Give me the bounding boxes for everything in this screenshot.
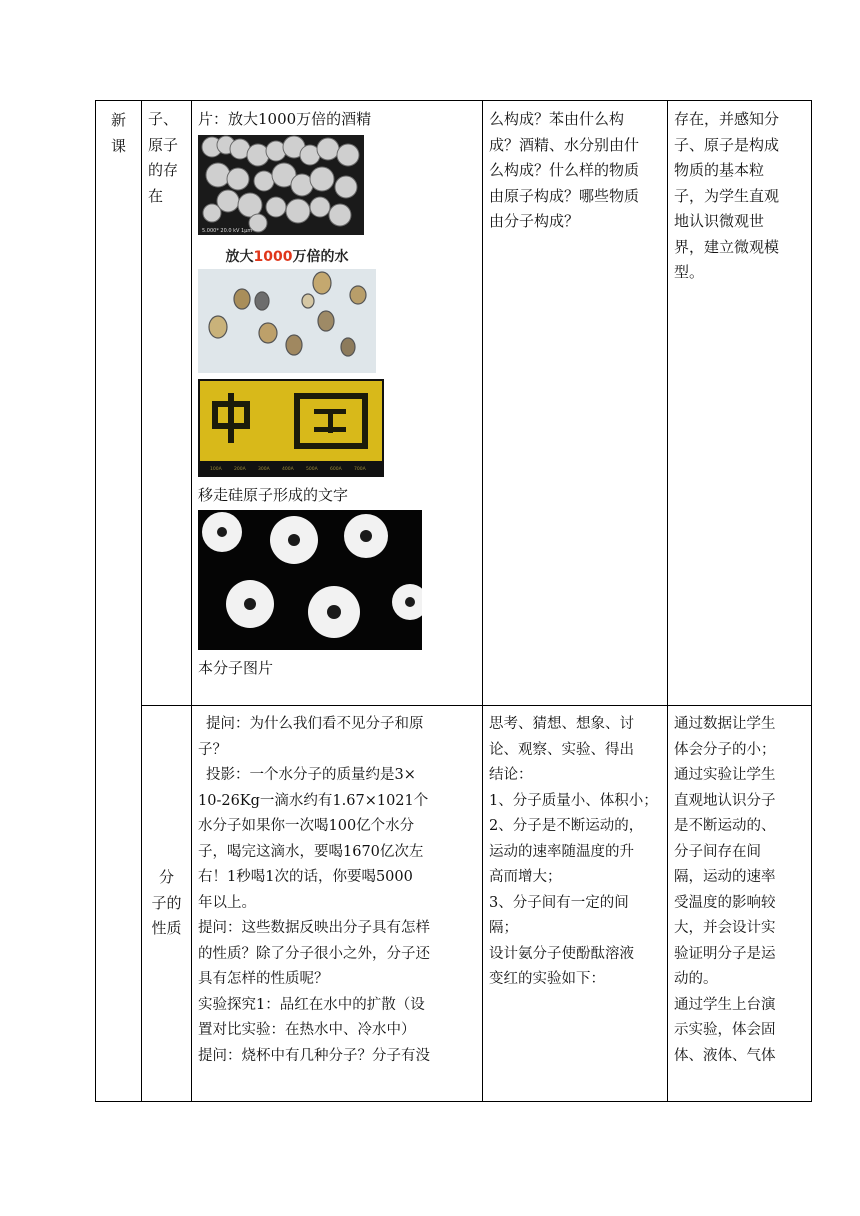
- content-line: 投影：一个水分子的质量约是3×: [206, 767, 416, 783]
- silicon-atoms-image: [198, 379, 384, 477]
- activity-line: 变红的实验如下：: [489, 971, 605, 987]
- content-line: 子，喝完这滴水，要喝1670亿次左: [198, 843, 424, 860]
- topic-line: 分: [158, 868, 174, 887]
- content-line: 提问：这些数据反映出分子具有怎样: [198, 920, 430, 936]
- topic-cell: [142, 706, 192, 1102]
- topic-line: 子的: [151, 893, 182, 912]
- intent-line: 子，为学生直观: [674, 186, 780, 205]
- alcohol-microscope-image: [198, 135, 364, 235]
- intent-line: 受温度的影响较: [674, 894, 776, 911]
- topic-line: 子、: [148, 110, 179, 128]
- content-line: 置对比实验：在热水中、冷水中）: [198, 1022, 416, 1038]
- intent-line: 通过实验让学生: [674, 767, 776, 783]
- activity-line: 运动的速率随温度的升: [489, 843, 634, 860]
- activity-line: 2、分子是不断运动的，: [489, 818, 644, 834]
- scale-tick-label: 400A: [282, 466, 294, 472]
- intent-line: 体、液体、气体: [674, 1047, 776, 1064]
- topic-cell: [142, 101, 192, 706]
- content-line: 水分子如果你一次喝100亿个水分: [198, 818, 415, 834]
- alcohol-caption: 片：放大1000万倍的酒精: [198, 110, 372, 128]
- activity-line: 隔；: [489, 920, 518, 936]
- content-line: 提问：为什么我们看不见分子和原: [206, 716, 424, 732]
- activity-line: 1、分子质量小、体积小；: [489, 792, 658, 809]
- activity-line: 么构成？苯由什么构: [489, 110, 625, 128]
- activity-line: 么构成？什么样的物质: [489, 161, 640, 179]
- intent-cell: [668, 101, 812, 706]
- benzene-caption: 本分子图片: [198, 659, 274, 677]
- student-activity-cell: [483, 101, 668, 706]
- intent-line: 分子间存在间: [674, 843, 761, 860]
- intent-cell: [668, 706, 812, 1102]
- intent-line: 通过数据让学生: [674, 716, 776, 732]
- table-row: [96, 101, 812, 706]
- svg-text:放大1000万倍的水: [226, 248, 349, 265]
- scale-tick-label: 500A: [306, 466, 318, 472]
- intent-line: 动的。: [674, 971, 718, 987]
- intent-line: 型。: [674, 263, 705, 281]
- activity-line: 由原子构成？哪些物质: [489, 186, 640, 205]
- intent-line: 子、原子是构成: [674, 135, 780, 154]
- content-cell: [192, 101, 483, 706]
- scale-tick-label: 300A: [258, 466, 270, 472]
- water-title-number: 1000: [253, 248, 293, 265]
- content-line: 子？: [198, 741, 227, 758]
- topic-line: 性质: [151, 919, 182, 938]
- activity-line: 高而增大；: [489, 869, 562, 885]
- topic-line: 在: [148, 186, 164, 205]
- activity-line: 3、分子间有一定的间: [489, 894, 629, 911]
- topic-line: 的存: [148, 161, 179, 179]
- content-line: 右！1秒喝1次的话，你要喝5000: [198, 869, 413, 885]
- water-title-suffix: 万倍的水: [292, 248, 349, 265]
- activity-line: 设计氨分子使酚酞溶液: [489, 945, 634, 962]
- intent-line: 验证明分子是运: [674, 945, 776, 962]
- intent-line: 大，并会设计实: [674, 920, 776, 936]
- intent-line: 地认识微观世: [674, 212, 765, 230]
- content-line: 实验探究1：品红在水中的扩散（设: [198, 996, 425, 1013]
- intent-line: 存在，并感知分: [674, 110, 780, 128]
- lesson-plan-table: [95, 100, 812, 1102]
- stage-cell: [96, 101, 142, 1102]
- content-cell: [192, 706, 483, 1102]
- intent-line: 直观地认识分子: [674, 792, 776, 809]
- intent-line: 体会分子的小；: [674, 741, 776, 758]
- table-row: [96, 706, 812, 1102]
- intent-line: 界，建立微观模: [674, 237, 780, 256]
- student-activity-cell: [483, 706, 668, 1102]
- scale-tick-label: 100A: [210, 466, 222, 472]
- content-line: 提问：烧杯中有几种分子？分子有没: [198, 1047, 430, 1064]
- stage-label: 新课: [110, 111, 126, 155]
- scale-tick-label: 200A: [234, 466, 246, 472]
- scale-tick-label: 600A: [330, 466, 342, 472]
- benzene-molecule-image: [198, 510, 422, 650]
- water-microscope-image: [198, 241, 376, 373]
- silicon-caption: 移走硅原子形成的文字: [198, 485, 349, 504]
- content-line: 年以上。: [198, 894, 256, 911]
- intent-line: 物质的基本粒: [674, 161, 765, 179]
- activity-line: 思考、猜想、想象、讨: [489, 716, 634, 732]
- scale-tick-label: 700A: [354, 466, 366, 472]
- content-line: 的性质？除了分子很小之外，分子还: [198, 945, 430, 962]
- intent-line: 示实验，体会固: [674, 1022, 776, 1038]
- activity-line: 成？酒精、水分别由什: [489, 135, 640, 154]
- intent-line: 通过学生上台演: [674, 996, 776, 1013]
- content-line: 10-26Kg一滴水约有1.67×1021个: [198, 792, 429, 809]
- water-title-prefix: 放大: [225, 248, 254, 265]
- activity-line: 由分子构成？: [489, 212, 580, 230]
- activity-line: 结论：: [489, 767, 533, 783]
- microscope-scale-text: 5.000* 20.0 kV 1μm: [202, 227, 253, 234]
- content-line: 具有怎样的性质呢？: [198, 971, 329, 987]
- topic-line: 原子: [148, 135, 179, 154]
- activity-line: 论、观察、实验、得出: [489, 741, 634, 758]
- intent-line: 隔，运动的速率: [674, 869, 776, 885]
- intent-line: 是不断运动的、: [674, 818, 776, 834]
